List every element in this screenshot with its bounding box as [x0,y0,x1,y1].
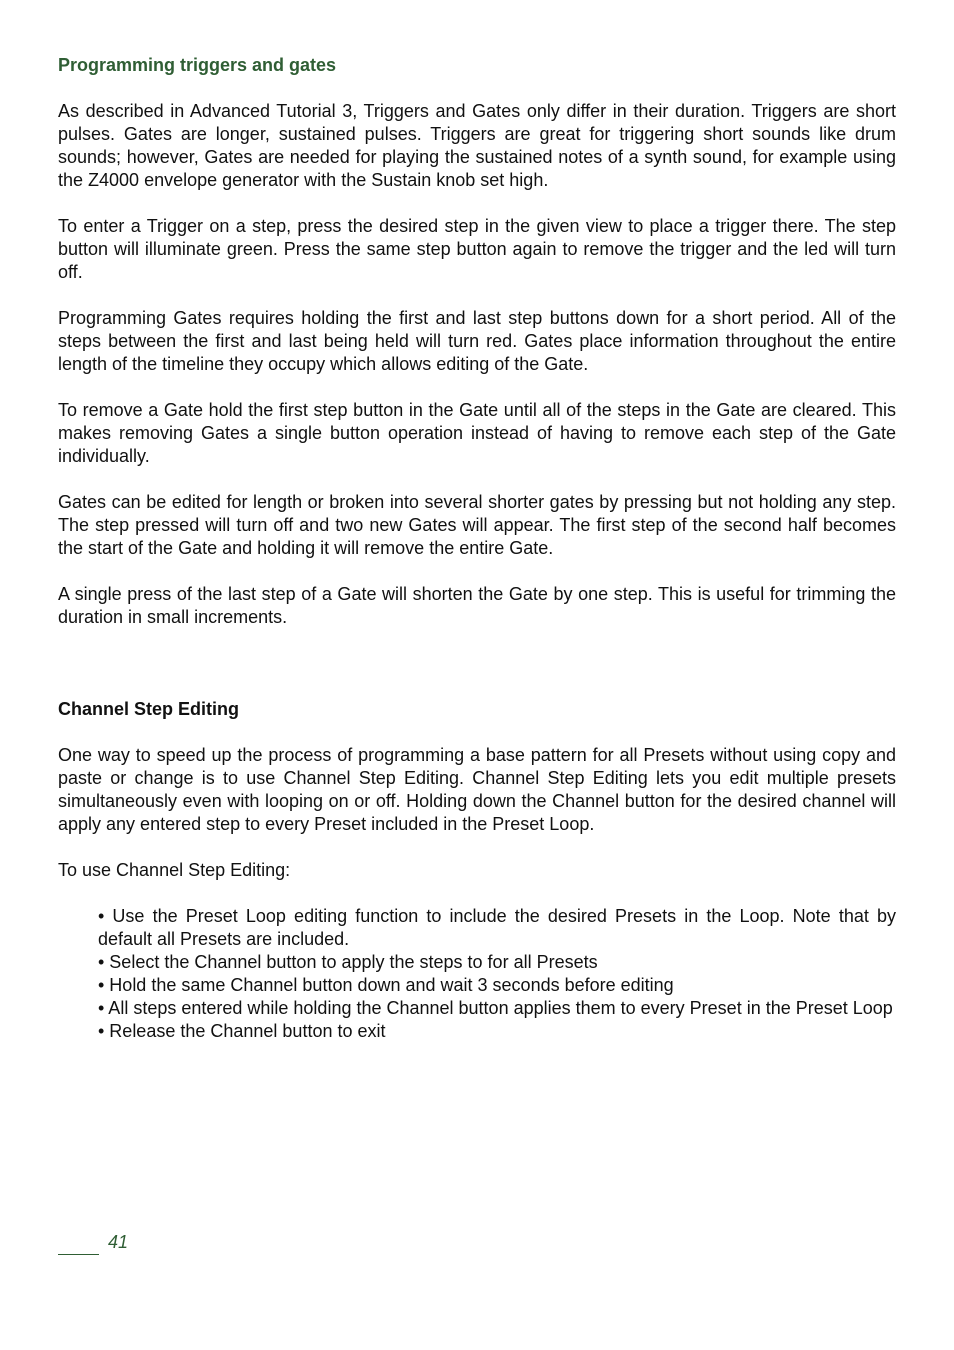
list-item: • Hold the same Channel button down and wait 3 seconds before editing [98,975,674,995]
paragraph: As described in Advanced Tutorial 3, Triggers and Gates only differ in their duration. Triggers are short pulses. Gates are longer, sustained pulses. Triggers are great for triggering short sounds like drum sounds; however, Gates are needed for playing the sustained notes of a synth sound, for example using the Z4000 envelope generator with the Sustain knob set high. [58,101,896,190]
list-item: • Select the Channel button to apply the steps to for all Presets [98,952,598,972]
page-footer [58,1231,178,1261]
bullet-list [58,905,896,1043]
section-spacer [58,629,896,698]
paragraph: A single press of the last step of a Gate will shorten the Gate by one step. This is useful for trimming the duration in small increments. [58,584,896,627]
section-heading-triggers-gates: Programming triggers and gates [58,55,337,75]
paragraph: To remove a Gate hold the first step button in the Gate until all of the steps in the Gate are cleared. This makes removing Gates a single button operation instead of having to remove each step of the Gate individually. [58,400,896,466]
list-item: • Use the Preset Loop editing function to include the desired Presets in the Loop. Note that by default all Presets are included. [98,906,896,949]
paragraph: One way to speed up the process of programming a base pattern for all Presets without using copy and paste or change is to use Channel Step Editing. Channel Step Editing lets you edit multiple presets simultaneously even with looping on or off. Holding down the Channel button for the desired channel will apply any entered step to every Preset included in the Preset Loop. [58,745,896,834]
paragraph: Programming Gates requires holding the first and last step buttons down for a short period. All of the steps between the first and last being held will turn red. Gates place information throughout the entire length of the timeline they occupy which allows editing of the Gate. [58,308,896,374]
document-page [58,54,896,1043]
list-item: • All steps entered while holding the Channel button applies them to every Preset in the Preset Loop [98,998,893,1018]
list-item: • Release the Channel button to exit [98,1021,386,1041]
paragraph: Gates can be edited for length or broken into several shorter gates by pressing but not holding any step. The step pressed will turn off and two new Gates will appear. The first step of the second half becomes the start of the Gate and holding it will remove the entire Gate. [58,492,896,558]
paragraph: To enter a Trigger on a step, press the desired step in the given view to place a trigger there. The step button will illuminate green. Press the same step button again to remove the trigger and the led will turn off. [58,216,896,282]
paragraph: To use Channel Step Editing: [58,860,291,880]
page-number: 41 [108,1232,129,1252]
section-heading-channel-step-editing: Channel Step Editing [58,699,240,719]
footer-rule [58,1254,99,1255]
